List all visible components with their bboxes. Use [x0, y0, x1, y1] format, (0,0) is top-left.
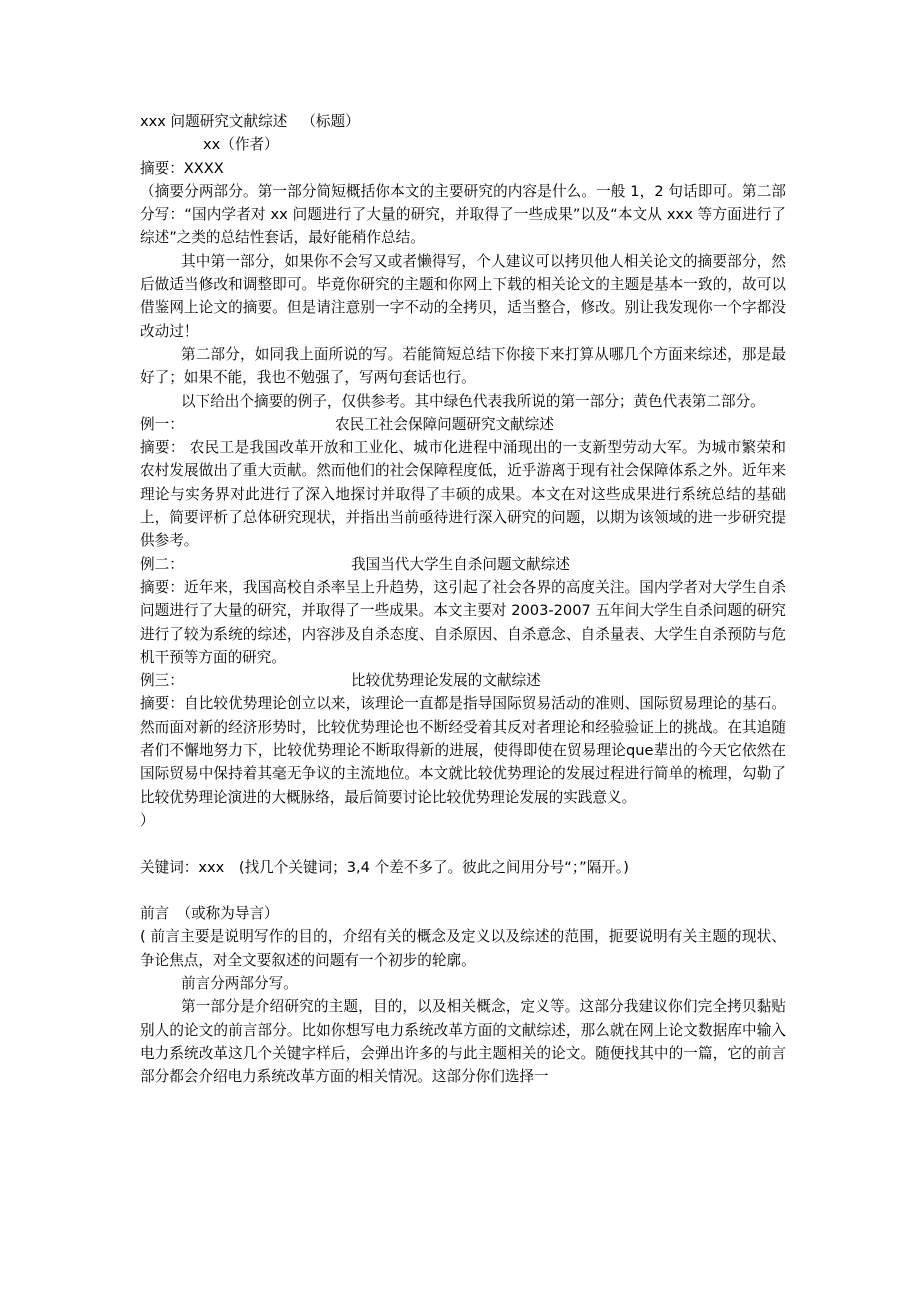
document-page: [140, 110, 786, 1088]
title-tag: （标题）: [301, 113, 360, 130]
example-heading: [140, 413, 786, 436]
abstract-part-two-advice: 第二部分，如同我上面所说的写。若能简短总结下你接下来打算从哪几个方面来综述，那是最好了；如果不能，我也不勉强了，写两句套话也行。: [140, 345, 786, 387]
example-abstract: 摘要： 农民工是我国改革开放和工业化、城市化进程中涌现出的一支新型劳动大军。为城市繁荣和农村发展做出了重大贡献。然而他们的社会保障程度低，近乎游离于现有社会保障体系之外。近年来理论与实务界对此进行了深入地探讨并取得了丰硕的成果。本文在对这些成果进行系统总结的基础上，简要评析了总体研究现状，并指出当前亟待进行深入研究的问题，以期为该领域的进一步研究提供参考。: [140, 439, 786, 550]
example-title: 我国当代大学生自杀问题文献综述: [351, 555, 570, 573]
abstract-label: 摘要：XXXX: [140, 159, 224, 177]
examples-intro: 以下给出个摘要的例子，仅供参考。其中绿色代表我所说的第一部分；黄色代表第二部分。: [181, 392, 765, 410]
preface-two-parts: 前言分两部分写。: [181, 974, 298, 992]
preface-intro: ( 前言主要是说明写作的目的，介绍有关的概念及定义以及综述的范围，扼要说明有关主题的现状、争论焦点，对全文要叙述的问题有一个初步的轮廓。: [140, 928, 786, 969]
document-author: xx（作者）: [203, 136, 279, 154]
example-label: 例一：: [140, 415, 184, 433]
abstract-instructions: （摘要分两部分。第一部分简短概括你本文的主要研究的内容是什么。一般 1，2 句话即可。第二部分写：“国内学者对 xx 问题进行了大量的研究，并取得了一些成果”以及“本文从 xxx 等方面进行了综述”之类的总结性套话，最好能稍作总结。: [140, 182, 786, 247]
abstract-part-one-advice: 其中第一部分，如果你不会写又或者懒得写，个人建议可以拷贝他人相关论文的摘要部分，然后做适当修改和调整即可。毕竟你研究的主题和你网上下载的相关论文的主题是基本一致的，故可以借鉴网上论文的摘要。但是请注意别一字不动的全拷贝，适当整合，修改。别让我发现你一个字都没改动过！: [140, 252, 786, 340]
example-heading: [140, 669, 786, 692]
example-title: 比较优势理论发展的文献综述: [351, 672, 541, 690]
keywords-line: 关键词：xxx (找几个关键词；3,4 个差不多了。彼此之间用分号“；”隔开。): [140, 858, 629, 876]
example-abstract: 摘要：近年来，我国高校自杀率呈上升趋势，这引起了社会各界的高度关注。国内学者对大学生自杀问题进行了大量的研究，并取得了一些成果。本文主要对 2003-2007 五年间大学生自杀问题的研究进行了较为系统的综述，内容涉及自杀态度、自杀原因、自杀意念、自杀量表、大学生自杀预防与危机干预等方面的研究。: [140, 578, 786, 666]
example-label: 例三：: [140, 672, 184, 690]
document-title-line: [140, 110, 786, 133]
document-title: xxx 问题研究文献综述: [140, 113, 288, 130]
example-label: 例二：: [140, 555, 184, 573]
example-abstract: 摘要：自比较优势理论创立以来，该理论一直都是指导国际贸易活动的准则、国际贸易理论的基石。然而面对新的经济形势时，比较优势理论也不断经受着其反对者理论和经验验证上的挑战。在其追随者们不懈地努力下，比较优势理论不断取得新的进展，使得即使在贸易理论que辈出的今天它依然在国际贸易中保持着其毫无争议的主流地位。本文就比较优势理论的发展过程进行简单的梳理，勾勒了比较优势理论演进的大概脉络，最后简要讨论比较优势理论发展的实践意义。: [140, 695, 786, 806]
blank-line: [140, 832, 786, 855]
preface-part-one: 第一部分是介绍研究的主题，目的，以及相关概念，定义等。这部分我建议你们完全拷贝黏贴别人的论文的前言部分。比如你想写电力系统改革方面的文献综述，那么就在网上论文数据库中输入电力系统改革这几个关键字样后，会弹出许多的与此主题相关的论文。随便找其中的一篇，它的前言部分都会介绍电力系统改革方面的相关情况。这部分你们选择一: [140, 998, 786, 1086]
example-heading: [140, 553, 786, 576]
preface-heading: 前言 （或称为导言）: [140, 905, 279, 923]
example-title: 农民工社会保障问题研究文献综述: [335, 415, 554, 433]
abstract-closing-paren: ）: [140, 811, 155, 829]
blank-line: [140, 879, 786, 902]
